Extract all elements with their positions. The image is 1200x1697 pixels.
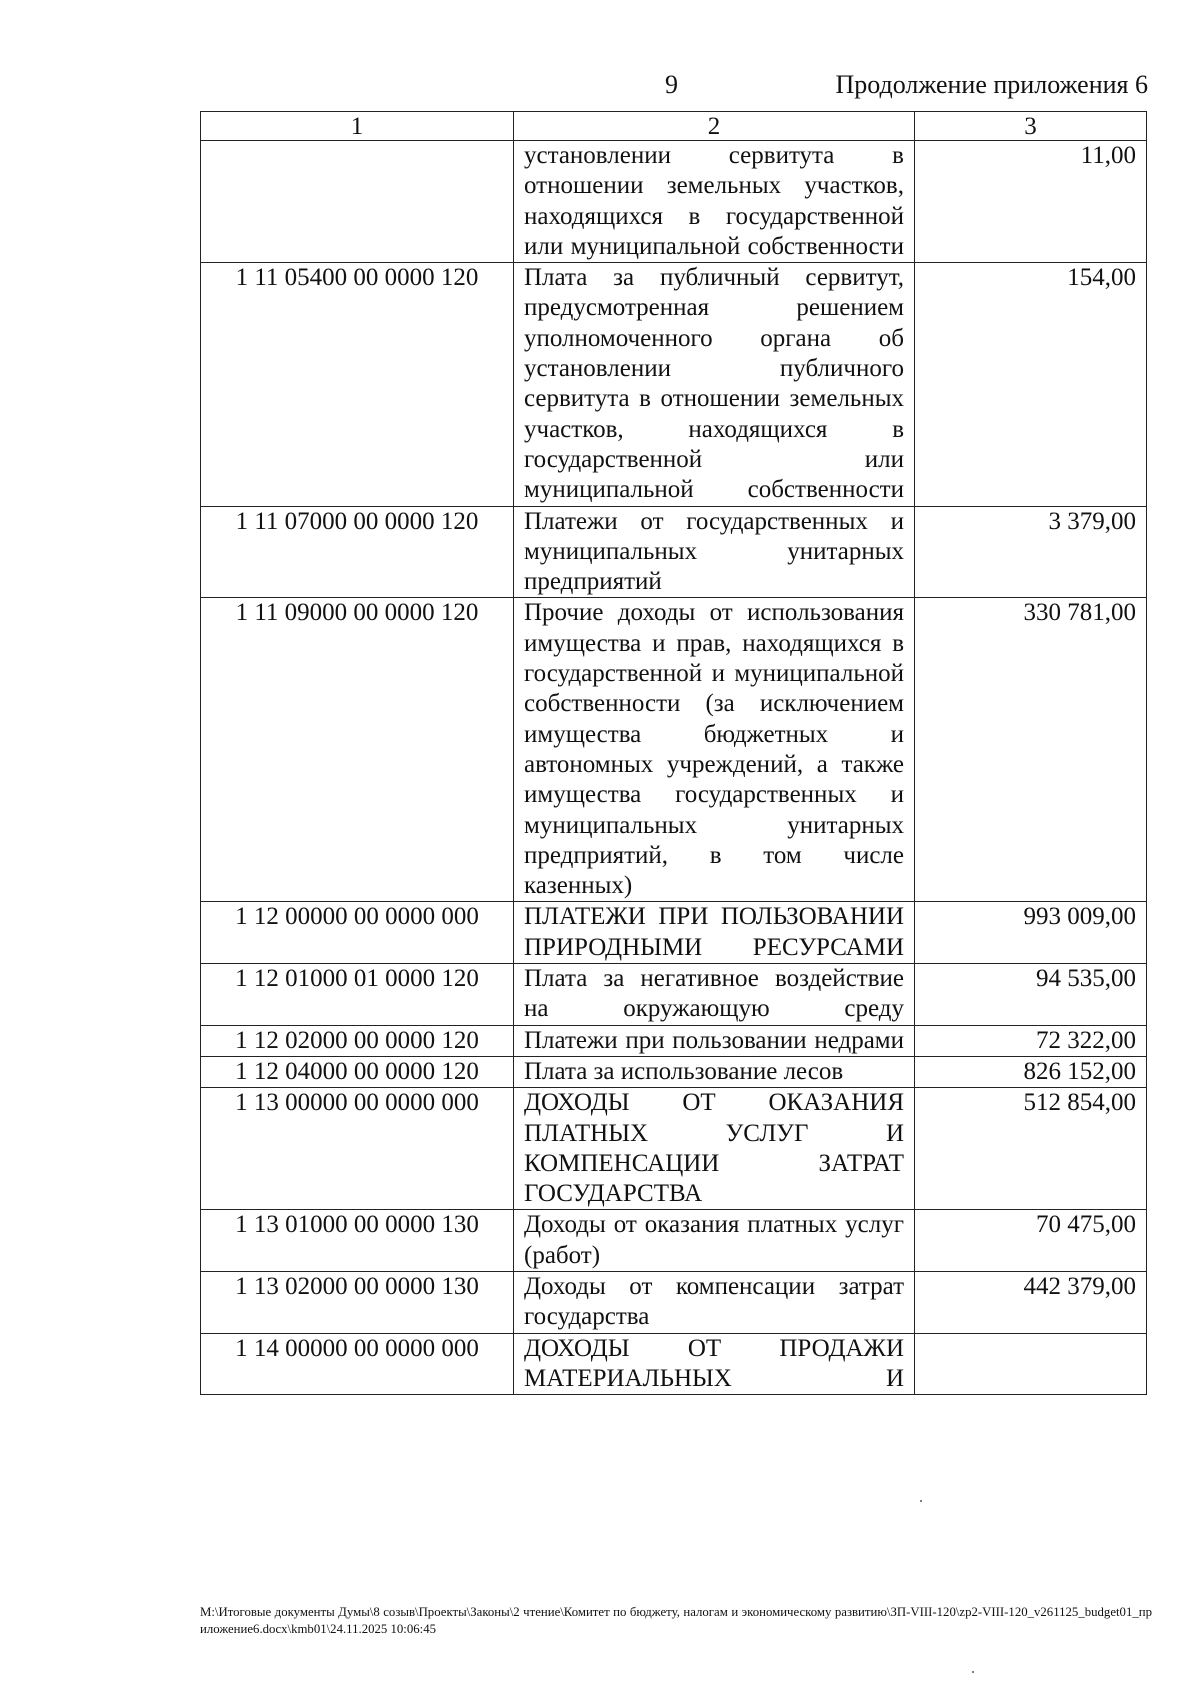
revenue-code: 1 13 02000 00 0000 130 — [201, 1271, 514, 1333]
revenue-code: 1 13 00000 00 0000 000 — [201, 1088, 514, 1210]
revenue-amount: 330 781,00 — [915, 598, 1147, 902]
revenue-code: 1 12 02000 00 0000 120 — [201, 1025, 514, 1056]
table-row — [201, 1056, 1147, 1087]
revenue-amount: 72 322,00 — [915, 1025, 1147, 1056]
revenue-name: Платежи от государственных и муниципальных унитарных предприятий — [514, 506, 915, 598]
revenue-amount: 94 535,00 — [915, 964, 1147, 1026]
revenue-amount — [915, 1333, 1147, 1395]
document-file-path: M:\Итоговые документы Думы\8 созыв\Проекты\Законы\2 чтение\Комитет по бюджету, налогам и экономическому развитию\ЗП-VIII-120\zp2-VIII-120_v261125_budget01_приложение6.docx\kmb01\24.11.2025 10:06:45 — [200, 1605, 1152, 1636]
revenue-name: Доходы от компенсации затрат государства — [514, 1271, 915, 1333]
table-row — [201, 1210, 1147, 1272]
revenue-amount: 442 379,00 — [915, 1271, 1147, 1333]
revenue-code: 1 13 01000 00 0000 130 — [201, 1210, 514, 1272]
revenue-name: ДОХОДЫ ОТ ПРОДАЖИ МАТЕРИАЛЬНЫХ И — [514, 1333, 915, 1395]
revenue-name: Платежи при пользовании недрами — [514, 1025, 915, 1056]
revenue-name: Прочие доходы от использования имущества и прав, находящихся в государственной и муниципальной собственности (за исключением имущества бюджетных и автономных учреждений, а также имущества государственных и муниципальных унитарных предприятий, в том числе казенных) — [514, 598, 915, 902]
revenue-code: 1 12 00000 00 0000 000 — [201, 902, 514, 964]
revenue-code: 1 11 07000 00 0000 120 — [201, 506, 514, 598]
table-row — [201, 1025, 1147, 1056]
revenue-code: 1 14 00000 00 0000 000 — [201, 1333, 514, 1395]
revenue-name: ДОХОДЫ ОТ ОКАЗАНИЯ ПЛАТНЫХ УСЛУГ И КОМПЕНСАЦИИ ЗАТРАТ ГОСУДАРСТВА — [514, 1088, 915, 1210]
revenue-code: 1 12 01000 01 0000 120 — [201, 964, 514, 1026]
revenue-name: Плата за публичный сервитут, предусмотренная решением уполномоченного органа об установлении публичного сервитута в отношении земельных участков, находящихся в государственной или муниципальной собственности — [514, 263, 915, 506]
revenue-code: 1 12 04000 00 0000 120 — [201, 1056, 514, 1087]
table-row — [201, 141, 1147, 263]
table-row — [201, 902, 1147, 964]
revenue-amount: 70 475,00 — [915, 1210, 1147, 1272]
revenue-amount: 11,00 — [915, 141, 1147, 263]
column-header-name: 2 — [514, 112, 915, 141]
column-header-code: 1 — [201, 112, 514, 141]
revenue-amount: 993 009,00 — [915, 902, 1147, 964]
revenue-amount: 154,00 — [915, 263, 1147, 506]
revenue-amount: 3 379,00 — [915, 506, 1147, 598]
table-row — [201, 263, 1147, 506]
revenue-code: 1 11 05400 00 0000 120 — [201, 263, 514, 506]
scan-speck — [972, 1671, 974, 1673]
revenue-name: установлении сервитута в отношении земельных участков, находящихся в государственной или муниципальной собственности — [514, 141, 915, 263]
table-row — [201, 964, 1147, 1026]
revenue-code — [201, 141, 514, 263]
page-number: 9 — [665, 70, 678, 99]
column-header-amount: 3 — [915, 112, 1147, 141]
revenue-name: ПЛАТЕЖИ ПРИ ПОЛЬЗОВАНИИ ПРИРОДНЫМИ РЕСУРСАМИ — [514, 902, 915, 964]
revenue-table — [200, 111, 1147, 1395]
appendix-continuation-note: Продолжение приложения 6 — [835, 70, 1148, 99]
revenue-code: 1 11 09000 00 0000 120 — [201, 598, 514, 902]
revenue-amount: 512 854,00 — [915, 1088, 1147, 1210]
revenue-name: Плата за негативное воздействие на окружающую среду — [514, 964, 915, 1026]
table-row — [201, 598, 1147, 902]
table-row — [201, 1271, 1147, 1333]
revenue-name: Плата за использование лесов — [514, 1056, 915, 1087]
scan-speck — [920, 1500, 922, 1502]
revenue-name: Доходы от оказания платных услуг (работ) — [514, 1210, 915, 1272]
table-row — [201, 1333, 1147, 1395]
table-header-row — [201, 112, 1147, 141]
table-row — [201, 506, 1147, 598]
revenue-amount: 826 152,00 — [915, 1056, 1147, 1087]
table-row — [201, 1088, 1147, 1210]
